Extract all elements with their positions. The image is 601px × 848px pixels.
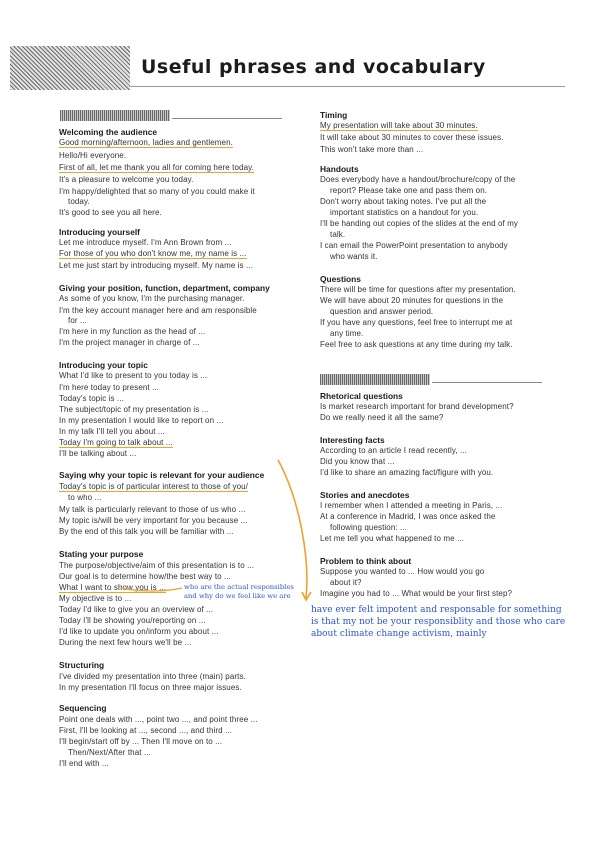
handwritten-note-2: and why do we feel like we are xyxy=(184,592,291,600)
heading-introducing-topic: Introducing your topic xyxy=(59,360,148,370)
position-line: As some of you know, I'm the purchasing manager. xyxy=(59,294,245,303)
rhetorical-line: Is market research important for brand development? xyxy=(320,402,514,411)
heading-questions: Questions xyxy=(320,274,361,284)
handouts-line: I'll be handing out copies of the slides at the end of my xyxy=(320,219,519,228)
handouts-line: I can email the PowerPoint presentation to anybody xyxy=(320,241,508,250)
heading-sequencing: Sequencing xyxy=(59,703,107,713)
topic-line: I'll be talking about ... xyxy=(59,449,137,458)
topic-line: I'm here today to present ... xyxy=(59,383,160,392)
heading-welcoming: Welcoming the audience xyxy=(59,127,158,137)
heading-handouts: Handouts xyxy=(320,164,359,174)
questions-line: any time. xyxy=(330,329,364,338)
welcoming-line: Hello/Hi everyone. xyxy=(59,151,127,160)
timing-line: It will take about 30 minutes to cover these issues. xyxy=(320,133,504,142)
topic-line: In my talk I'll tell you about ... xyxy=(59,427,165,436)
sequencing-line: First, I'll be looking at ..., second ..., and third ... xyxy=(59,726,232,735)
sequencing-line: Point one deals with ..., point two ..., and point three ... xyxy=(59,715,258,724)
questions-line: question and answer period. xyxy=(330,307,434,316)
questions-line: We will have about 20 minutes for questions in the xyxy=(320,296,504,305)
purpose-line: My objective is to ... xyxy=(59,594,132,603)
heading-relevant: Saying why your topic is relevant for your audience xyxy=(59,470,265,480)
timing-line: This won't take more than ... xyxy=(320,145,424,154)
stories-line: following question: ... xyxy=(330,523,408,532)
handouts-line: talk. xyxy=(330,230,346,239)
welcoming-line: Good morning/afternoon, ladies and gentlemen. xyxy=(59,138,233,147)
purpose-line: Today I'll be showing you/reporting on ... xyxy=(59,616,206,625)
page-title: Useful phrases and vocabulary xyxy=(141,56,486,78)
purpose-line: What I want to show you is ... xyxy=(59,583,167,592)
facts-line: According to an article I read recently, ... xyxy=(320,446,467,455)
topic-line: The subject/topic of my presentation is ... xyxy=(59,405,209,414)
welcoming-line: It's good to see you all here. xyxy=(59,208,162,217)
sequencing-line: I'll end with ... xyxy=(59,759,109,768)
handouts-line: Don't worry about taking notes. I've put all the xyxy=(320,197,487,206)
sequencing-line: I'll begin/start off by ... Then I'll move on to ... xyxy=(59,737,223,746)
stories-line: Let me tell you what happened to me ... xyxy=(320,534,464,543)
handouts-line: who wants it. xyxy=(330,252,378,261)
position-line: I'm the key account manager here and am responsible xyxy=(59,306,257,315)
purpose-line: The purpose/objective/aim of this presentation is to ... xyxy=(59,561,255,570)
welcoming-line: today. xyxy=(68,197,90,206)
welcoming-line: I'm happy/delighted that so many of you could make it xyxy=(59,187,255,196)
rhetorical-line: Do we really need it all the same? xyxy=(320,413,444,422)
problem-line: about it? xyxy=(330,578,362,587)
heading-rhetorical: Rhetorical questions xyxy=(320,391,403,401)
welcoming-line: First of all, let me thank you all for coming here today. xyxy=(59,163,254,172)
intro-line: For those of you who don't know me, my name is ... xyxy=(59,249,247,258)
questions-line: If you have any questions, feel free to interrupt me at xyxy=(320,318,513,327)
heading-stories: Stories and anecdotes xyxy=(320,490,410,500)
welcoming-line: It's a pleasure to welcome you today. xyxy=(59,175,194,184)
timing-line: My presentation will take about 30 minutes. xyxy=(320,121,478,130)
position-line: for ... xyxy=(68,316,87,325)
position-line: I'm the project manager in charge of ... xyxy=(59,338,200,347)
purpose-line: Today I'd like to give you an overview of ... xyxy=(59,605,214,614)
handouts-line: important statistics on a handout for you. xyxy=(330,208,479,217)
purpose-line: During the next few hours we'll be ... xyxy=(59,638,192,647)
relevant-line: My talk is particularly relevant to those of us who ... xyxy=(59,505,246,514)
topic-line: Today I'm going to talk about ... xyxy=(59,438,173,447)
handouts-line: Does everybody have a handout/brochure/copy of the xyxy=(320,175,516,184)
handwritten-note-line: is that my not be your responsiblity and those who care xyxy=(311,617,566,627)
purpose-line: I'd like to update you on/inform you about ... xyxy=(59,627,219,636)
heading-problem: Problem to think about xyxy=(320,556,412,566)
heading-introducing-yourself: Introducing yourself xyxy=(59,227,140,237)
facts-line: I'd like to share an amazing fact/figure with you. xyxy=(320,468,494,477)
heading-position: Giving your position, function, department, company xyxy=(59,283,270,293)
problem-line: Imagine you had to ... What would be your first step? xyxy=(320,589,513,598)
sequencing-line: Then/Next/After that ... xyxy=(68,748,151,757)
topic-line: What I'd like to present to you today is ... xyxy=(59,371,208,380)
structuring-line: In my presentation I'll focus on three major issues. xyxy=(59,683,242,692)
facts-line: Did you know that ... xyxy=(320,457,395,466)
arrow-to-note xyxy=(278,460,307,598)
arrow-purpose xyxy=(120,588,182,591)
heading-purpose: Stating your purpose xyxy=(59,549,144,559)
handwritten-note-line: about climate change activism, mainly xyxy=(311,629,487,639)
relevant-line: My topic is/will be very important for you because ... xyxy=(59,516,248,525)
intro-line: Let me just start by introducing myself. My name is ... xyxy=(59,261,254,270)
handwritten-note-1: who are the actual responsibles xyxy=(184,583,294,591)
topic-line: Today's topic is ... xyxy=(59,394,124,403)
stories-line: I remember when I attended a meeting in Paris, ... xyxy=(320,501,503,510)
handouts-line: report? Please take one and pass them on. xyxy=(330,186,488,195)
structuring-line: I've divided my presentation into three (main) parts. xyxy=(59,672,246,681)
heading-timing: Timing xyxy=(320,110,348,120)
problem-line: Suppose you wanted to ... How would you go xyxy=(320,567,485,576)
topic-line: In my presentation I would like to report on ... xyxy=(59,416,224,425)
stories-line: At a conference in Madrid, I was once asked the xyxy=(320,512,496,521)
heading-facts: Interesting facts xyxy=(320,435,385,445)
questions-line: There will be time for questions after my presentation. xyxy=(320,285,516,294)
questions-line: Feel free to ask questions at any time during my talk. xyxy=(320,340,513,349)
relevant-line: Today's topic is of particular interest to those of you/ xyxy=(59,482,248,491)
intro-line: Let me introduce myself. I'm Ann Brown from ... xyxy=(59,238,232,247)
position-line: I'm here in my function as the head of ... xyxy=(59,327,206,336)
heading-structuring: Structuring xyxy=(59,660,105,670)
relevant-line: to who ... xyxy=(68,493,102,502)
handwritten-note-line: have ever felt impotent and responsable for something xyxy=(311,605,562,615)
purpose-line: Our goal is to determine how/the best way to ... xyxy=(59,572,231,581)
relevant-line: By the end of this talk you will be familiar with ... xyxy=(59,527,234,536)
